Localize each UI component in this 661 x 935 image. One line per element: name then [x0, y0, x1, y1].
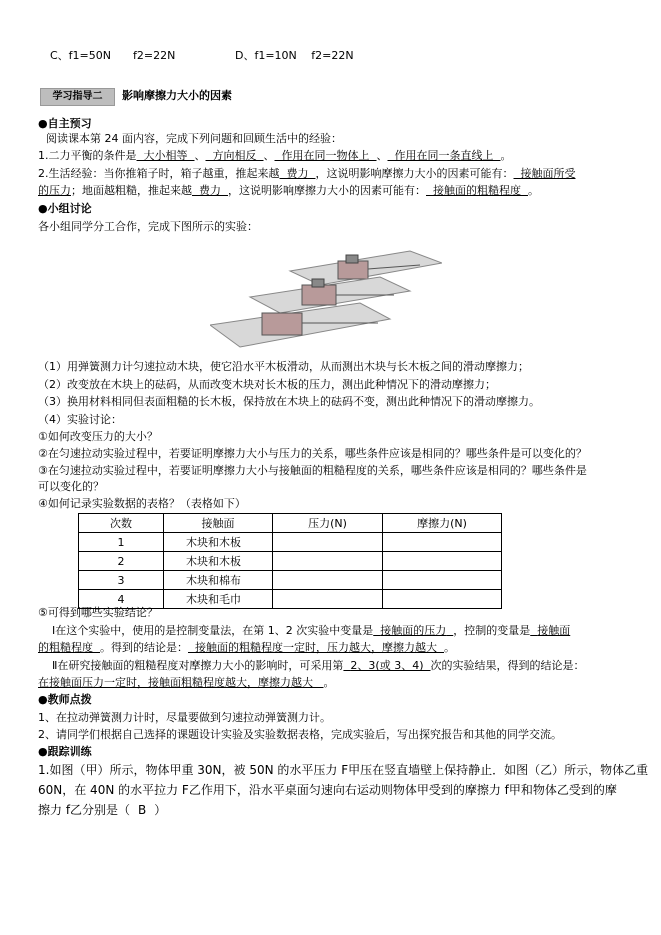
- conclusion-i-line2: 的粗糙程度 。得到的结论是： 接触面的粗糙程度一定时，压力越大，摩擦力越大 。: [38, 641, 455, 654]
- table-cell[interactable]: [383, 590, 502, 609]
- table-cell: 4: [79, 590, 164, 609]
- option-c: C、f1=50N f2=22N: [50, 49, 176, 62]
- table-cell[interactable]: [273, 571, 383, 590]
- experiment-figure: [210, 243, 442, 355]
- discussion-2: ②在匀速拉动实验过程中，若要证明摩擦力大小与压力的关系，哪些条件应该是相同的？哪些条件是可以变化的？: [38, 447, 587, 460]
- section-title: 影响摩擦力大小的因素: [122, 89, 232, 102]
- table-header-row: [79, 514, 502, 533]
- table-cell: 2: [79, 552, 164, 571]
- table-cell[interactable]: [383, 552, 502, 571]
- table-row: [79, 552, 502, 571]
- data-table: [78, 513, 502, 609]
- self-study-heading: ●自主预习: [38, 117, 92, 130]
- step-3: （3）换用材料相同但表面粗糙的长木板，保持放在木块上的砝码不变，测出此种情况下的滑动摩擦力。: [38, 395, 540, 408]
- teacher-heading: ●教师点拨: [38, 693, 92, 706]
- table-row: [79, 533, 502, 552]
- follow-heading: ●跟踪训练: [38, 745, 92, 758]
- option-d: D、f1=10N f2=22N: [235, 49, 354, 62]
- step-1: （1）用弹簧测力计匀速拉动木块，使它沿水平木板滑动，从而测出木块与长木板之间的滑动摩擦力；: [38, 360, 529, 373]
- teacher-point-2: 2、请同学们根据自己选择的课题设计实验及实验数据表格，完成实验后，写出探究报告和其他的同学交流。: [38, 728, 562, 741]
- table-cell[interactable]: [273, 552, 383, 571]
- question-1: 1.二力平衡的条件是 大小相等 、 方向相反 、 作用在同一物体上 、 作用在同一条直线上 。: [38, 149, 512, 162]
- conclusion-ii-line2: 在接触面压力一定时，接触面粗糙程度越大，摩擦力越大 。: [38, 676, 335, 689]
- table-header-cell: 压力(N): [273, 514, 383, 533]
- exercise-line3: 擦力 f乙分别是（ B ）: [38, 803, 167, 817]
- table-cell[interactable]: [383, 533, 502, 552]
- exercise-line2: 60N，在 40N 的水平拉力 F乙作用下，沿水平桌面匀速向右运动则物体甲受到的摩擦力 f甲和物体乙受到的摩: [38, 783, 617, 797]
- step-2: （2）改变放在木块上的砝码，从而改变木块对长木板的压力，测出此种情况下的滑动摩擦力；: [38, 378, 496, 391]
- table-cell: 木块和棉布: [164, 571, 273, 590]
- section-tag: 学习指导二: [40, 88, 115, 106]
- group-intro: 各小组同学分工合作，完成下图所示的实验：: [38, 220, 258, 233]
- table-cell: 木块和木板: [164, 533, 273, 552]
- conclusion-i-line1: Ⅰ在这个实验中，使用的是控制变量法，在第 1、2 次实验中变量是 接触面的压力 ，控制的变量是 接触面: [52, 624, 571, 637]
- table-cell: 3: [79, 571, 164, 590]
- discussion-1: ①如何改变压力的大小？: [38, 430, 158, 443]
- table-cell[interactable]: [383, 571, 502, 590]
- step-4: （4）实验讨论：: [38, 413, 122, 426]
- table-cell: 1: [79, 533, 164, 552]
- self-study-intro: 阅读课本第 24 面内容，完成下列问题和回顾生活中的经验：: [46, 132, 342, 145]
- discussion-4: ④如何记录实验数据的表格？（表格如下）: [38, 497, 246, 510]
- teacher-point-1: 1、在拉动弹簧测力计时，尽量要做到匀速拉动弹簧测力计。: [38, 711, 331, 724]
- table-header-cell: 摩擦力(N): [383, 514, 502, 533]
- question-2-line1: 2.生活经验：当你推箱子时，箱子越重，推起来越 费力 ，这说明影响摩擦力大小的因素可能有： 接触面所受: [38, 167, 576, 180]
- table-cell: 木块和木板: [164, 552, 273, 571]
- table-row: [79, 571, 502, 590]
- table-header-cell: 接触面: [164, 514, 273, 533]
- table-cell[interactable]: [273, 590, 383, 609]
- answer-value: B: [138, 803, 147, 817]
- group-heading: ●小组讨论: [38, 202, 92, 215]
- conclusion-ii-line1: Ⅱ在研究接触面的粗糙程度对摩擦力大小的影响时，可采用第 2、3(或 3、4) 次的实验结果，得到的结论是：: [52, 659, 585, 672]
- table-cell[interactable]: [273, 533, 383, 552]
- table-header-cell: 次数: [79, 514, 164, 533]
- discussion-3: ③在匀速拉动实验过程中，若要证明摩擦力大小与接触面的粗糙程度的关系，哪些条件应该是相同的？哪些条件是: [38, 464, 587, 477]
- conclusion-question: ⑤可得到哪些实验结论？: [38, 606, 158, 619]
- question-2-line2: 的压力；地面越粗糙，推起来越 费力 ，这说明影响摩擦力大小的因素可能有： 接触面的粗糙程度 。: [38, 184, 539, 197]
- exercise-line1: 1.如图（甲）所示，物体甲重 30N，被 50N 的水平压力 F甲压在竖直墙壁上保持静止．如图（乙）所示，物体乙重: [38, 763, 649, 777]
- discussion-3-cont: 可以变化的？: [38, 480, 104, 493]
- table-cell: 木块和毛巾: [164, 590, 273, 609]
